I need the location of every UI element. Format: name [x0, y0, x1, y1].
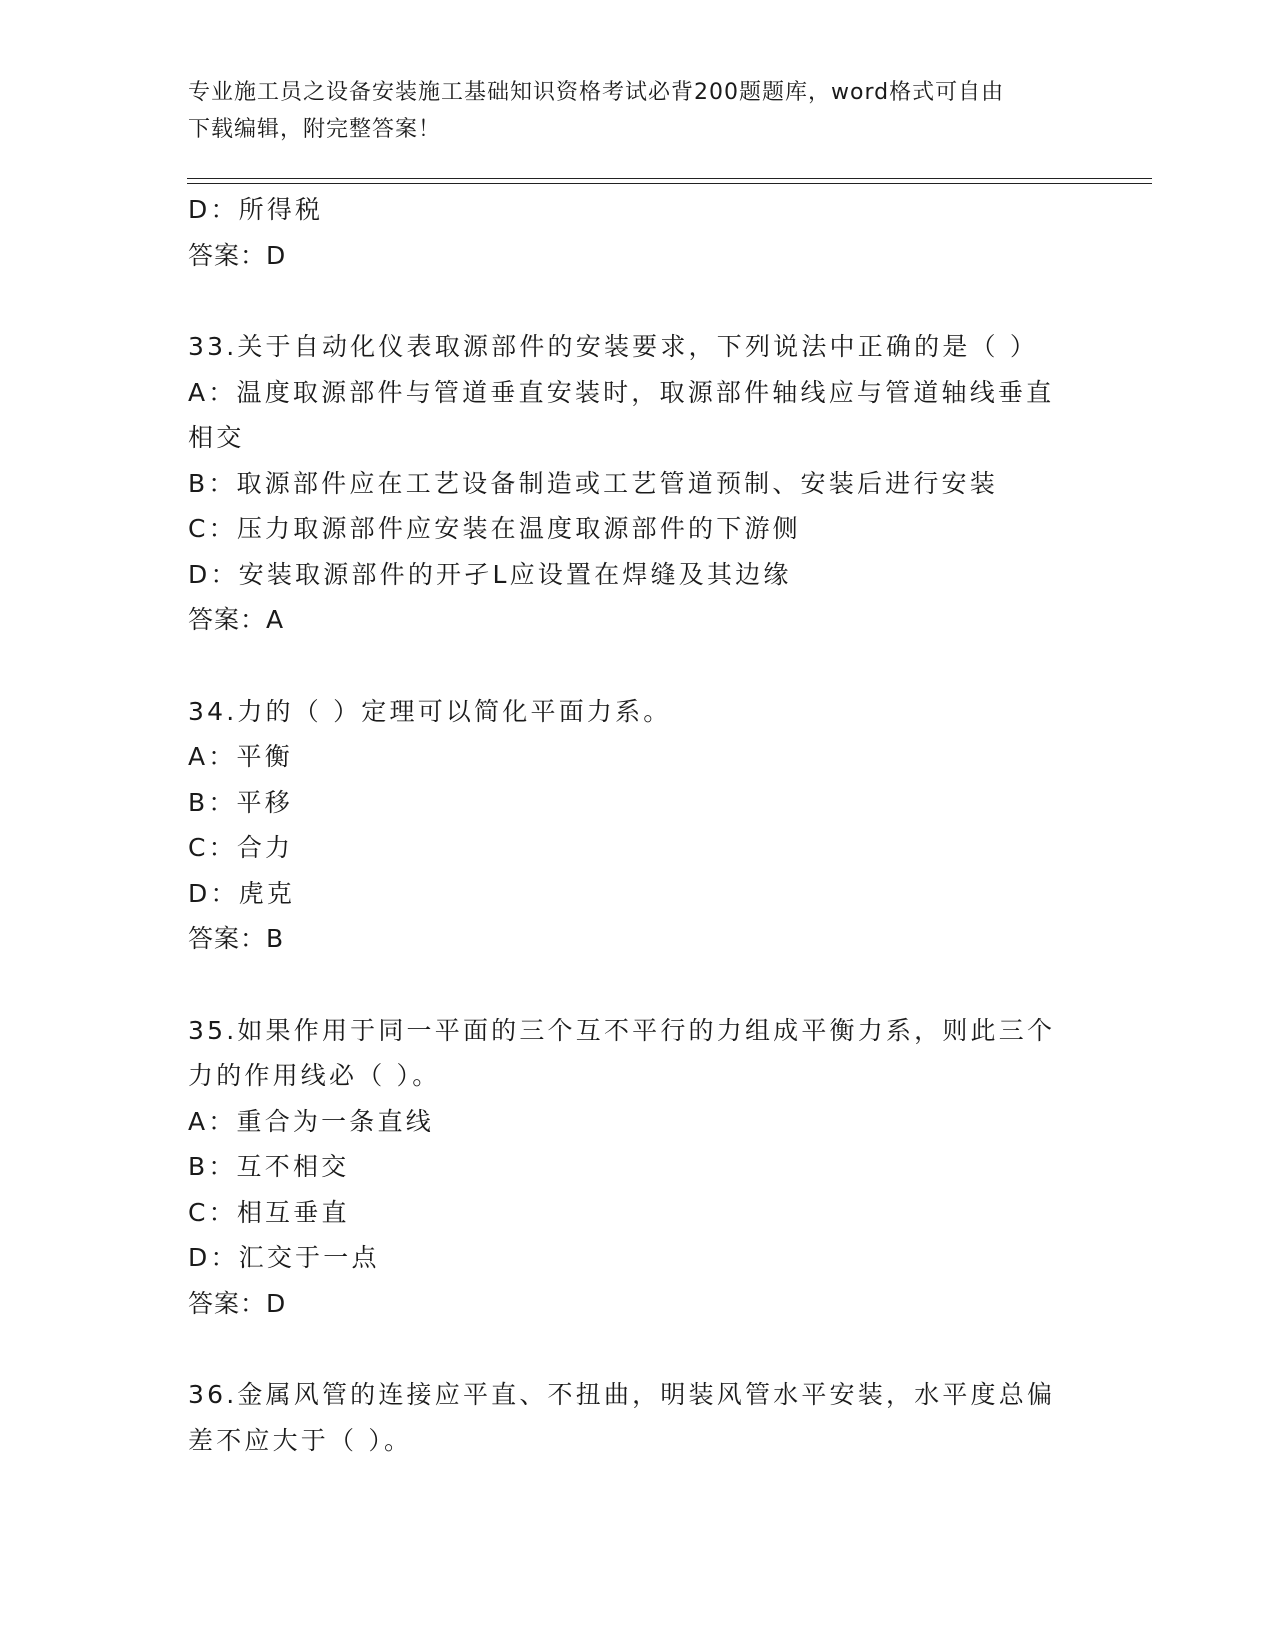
question-stem: 35.如果作用于同一平面的三个互不平行的力组成平衡力系，则此三个: [188, 1015, 1056, 1045]
option-a-continued: 相交: [188, 423, 245, 452]
question-stem: 34.力的（ ）定理可以简化平面力系。: [188, 696, 672, 726]
option-d: D：汇交于一点: [188, 1243, 380, 1272]
option-b: B：平移: [188, 787, 293, 817]
question-stem-continued: 力的作用线必（ ）。: [188, 1061, 441, 1090]
option-d: D：虎克: [188, 878, 296, 908]
header-divider-top: [187, 178, 1152, 179]
spacer: [188, 643, 1088, 689]
answer: 答案：D: [188, 240, 287, 270]
question-34: [188, 689, 1088, 962]
header-line-2: 下载编辑，附完整答案！: [188, 117, 442, 142]
header-divider-bottom: [187, 183, 1152, 184]
option-c: C：相互垂直: [188, 1197, 350, 1227]
answer: 答案：B: [188, 924, 285, 953]
option-d: D：安装取源部件的开孑L应设置在焊缝及其边缘: [188, 559, 792, 589]
answer: 答案：A: [188, 605, 285, 634]
option-c: C：合力: [188, 833, 294, 862]
spacer: [188, 962, 1088, 1008]
question-stem: 33.关于自动化仪表取源部件的安装要求，下列说法中正确的是（ ）: [188, 332, 1039, 361]
spacer: [188, 1326, 1088, 1372]
question-stem: 36.金属风管的连接应平直、不扭曲，明装风管水平安装，水平度总偏: [188, 1380, 1056, 1409]
answer: 答案：D: [188, 1288, 287, 1318]
header-line-1: 专业施工员之设备安装施工基础知识资格考试必背200题题库，word格式可自由: [188, 80, 1005, 105]
option-a: A：平衡: [188, 742, 293, 771]
option-a: A：重合为一条直线: [188, 1106, 434, 1136]
spacer: [188, 278, 1088, 324]
option-c: C：压力取源部件应安装在温度取源部件的下游侧: [188, 514, 801, 543]
option-a: A：温度取源部件与管道垂直安装时，取源部件轴线应与管道轴线垂直: [188, 377, 1055, 407]
question-36: [188, 1372, 1088, 1463]
option-b: B：互不相交: [188, 1152, 350, 1181]
document-header: [188, 74, 1068, 148]
question-33: [188, 324, 1088, 643]
question-35: [188, 1008, 1088, 1327]
question-fragment: [188, 187, 1088, 278]
question-stem-continued: 差不应大于（ ）。: [188, 1425, 413, 1455]
option-d: D：所得税: [188, 195, 324, 224]
option-b: B：取源部件应在工艺设备制造或工艺管道预制、安装后进行安装: [188, 468, 998, 498]
question-list: [188, 187, 1088, 1463]
